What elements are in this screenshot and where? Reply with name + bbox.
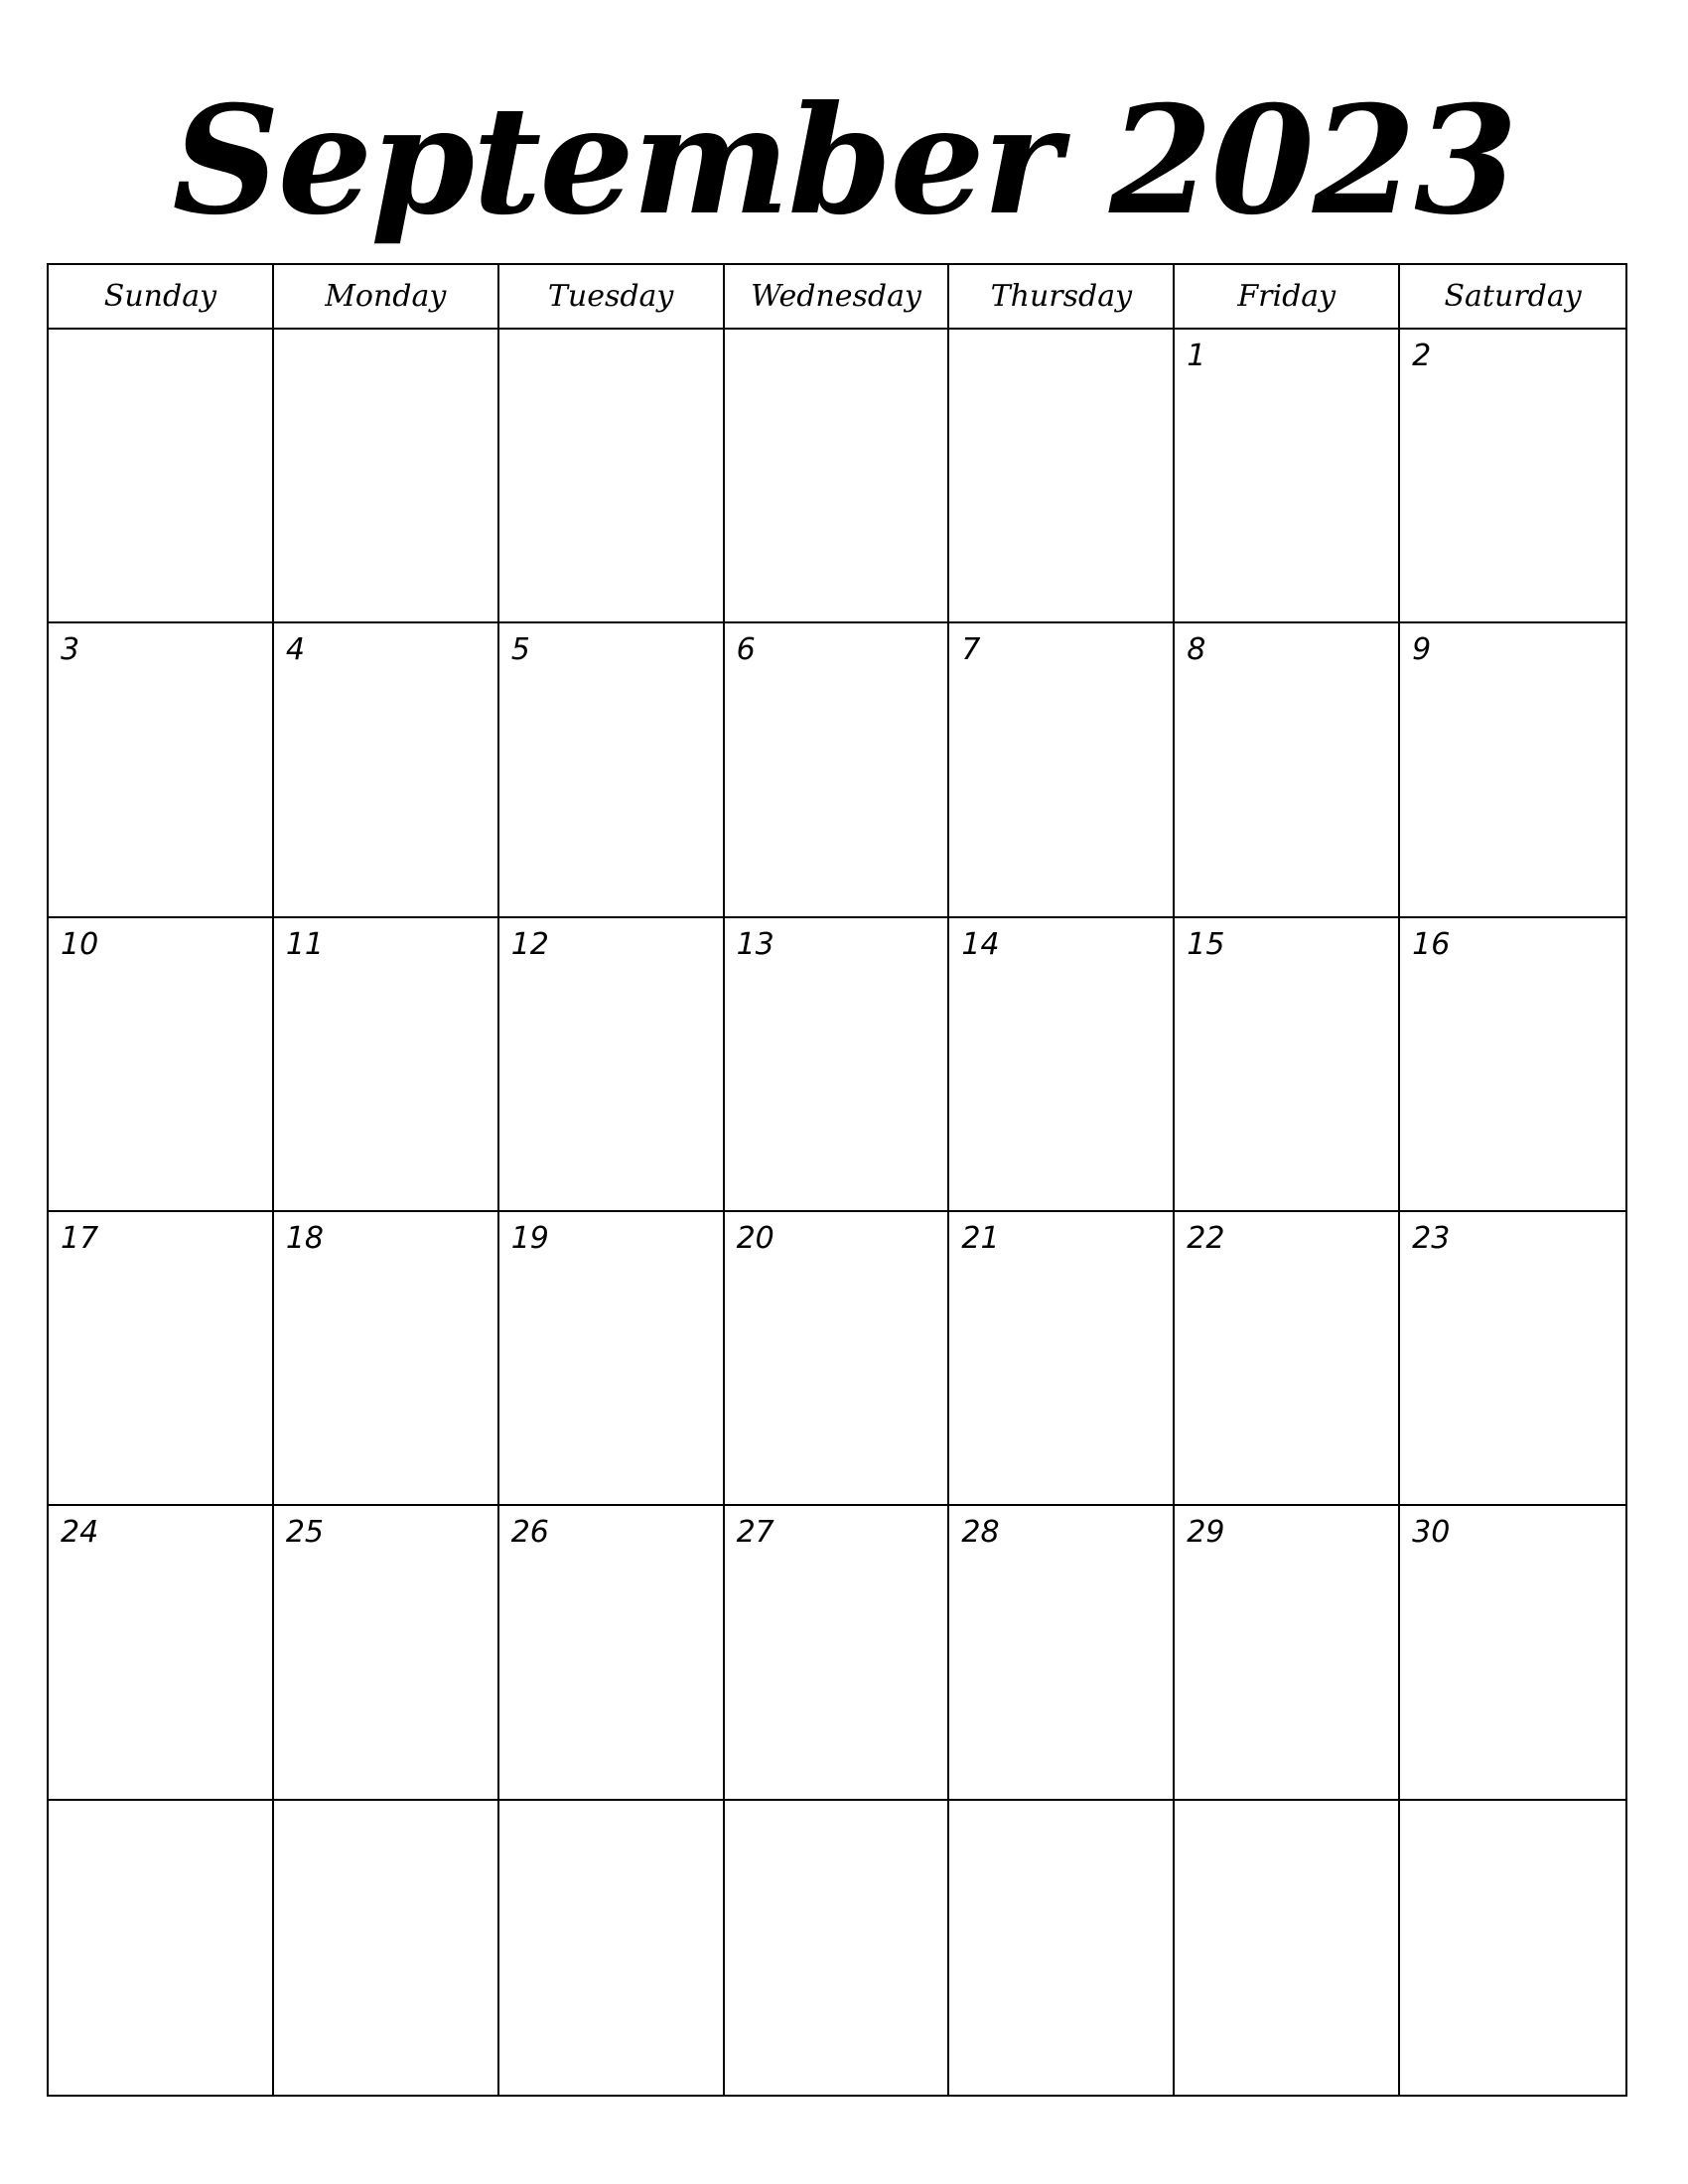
day-cell bbox=[1175, 918, 1400, 1212]
calendar-grid bbox=[47, 263, 1627, 2097]
day-number: 22 bbox=[1187, 1221, 1225, 1256]
day-number: 15 bbox=[1187, 926, 1225, 962]
day-cell bbox=[49, 330, 274, 623]
day-number: 25 bbox=[285, 1515, 325, 1551]
day-number: 20 bbox=[736, 1221, 774, 1256]
day-number: 17 bbox=[61, 1221, 99, 1256]
day-number: 9 bbox=[1412, 632, 1432, 668]
day-cell bbox=[499, 330, 725, 623]
day-number: 24 bbox=[61, 1515, 99, 1551]
day-cell bbox=[1175, 1212, 1400, 1506]
day-cell bbox=[1400, 1506, 1625, 1800]
calendar-title: September 2023 bbox=[172, 73, 1516, 248]
weekday-header-friday: Friday bbox=[1175, 265, 1400, 330]
day-cell bbox=[1175, 330, 1400, 623]
day-cell bbox=[1175, 1506, 1400, 1800]
day-cell bbox=[725, 623, 950, 917]
day-number: 11 bbox=[285, 926, 325, 962]
day-number: 28 bbox=[961, 1515, 1000, 1551]
day-cell bbox=[274, 1801, 499, 2095]
day-cell bbox=[1400, 623, 1625, 917]
day-number: 19 bbox=[510, 1221, 549, 1256]
day-cell bbox=[725, 918, 950, 1212]
day-cell bbox=[949, 1506, 1175, 1800]
day-number: 5 bbox=[510, 632, 530, 668]
day-number: 26 bbox=[510, 1515, 549, 1551]
day-number: 30 bbox=[1412, 1515, 1451, 1551]
day-number: 12 bbox=[510, 926, 549, 962]
day-cell bbox=[274, 623, 499, 917]
day-number: 14 bbox=[961, 926, 1000, 962]
day-cell bbox=[949, 1212, 1175, 1506]
day-cell bbox=[725, 330, 950, 623]
day-cell bbox=[949, 330, 1175, 623]
day-cell bbox=[725, 1801, 950, 2095]
day-cell bbox=[49, 918, 274, 1212]
day-cell bbox=[1400, 918, 1625, 1212]
day-cell bbox=[499, 918, 725, 1212]
day-cell bbox=[499, 623, 725, 917]
day-cell bbox=[1400, 1212, 1625, 1506]
day-number: 8 bbox=[1187, 632, 1206, 668]
weekday-header-saturday: Saturday bbox=[1400, 265, 1625, 330]
day-cell bbox=[274, 918, 499, 1212]
day-number: 4 bbox=[285, 632, 305, 668]
day-cell bbox=[1400, 330, 1625, 623]
day-number: 10 bbox=[61, 926, 99, 962]
day-cell bbox=[949, 623, 1175, 917]
day-cell bbox=[499, 1801, 725, 2095]
day-number: 6 bbox=[736, 632, 756, 668]
day-cell bbox=[49, 1801, 274, 2095]
day-cell bbox=[49, 1506, 274, 1800]
day-number: 21 bbox=[961, 1221, 1000, 1256]
day-number: 27 bbox=[736, 1515, 774, 1551]
day-cell bbox=[949, 918, 1175, 1212]
day-number: 23 bbox=[1412, 1221, 1451, 1256]
weekday-header-thursday: Thursday bbox=[949, 265, 1175, 330]
day-cell bbox=[49, 623, 274, 917]
weekday-header-wednesday: Wednesday bbox=[725, 265, 950, 330]
weekday-header-monday: Monday bbox=[274, 265, 499, 330]
day-cell bbox=[949, 1801, 1175, 2095]
day-cell bbox=[1400, 1801, 1625, 2095]
day-cell bbox=[49, 1212, 274, 1506]
day-number: 29 bbox=[1187, 1515, 1225, 1551]
day-cell bbox=[499, 1212, 725, 1506]
weekday-header-sunday: Sunday bbox=[49, 265, 274, 330]
day-cell bbox=[725, 1212, 950, 1506]
day-number: 18 bbox=[285, 1221, 325, 1256]
day-cell bbox=[1175, 1801, 1400, 2095]
day-cell bbox=[1175, 623, 1400, 917]
day-cell bbox=[274, 1506, 499, 1800]
day-number: 7 bbox=[961, 632, 981, 668]
day-number: 2 bbox=[1412, 339, 1432, 373]
day-cell bbox=[725, 1506, 950, 1800]
day-number: 3 bbox=[61, 632, 80, 668]
day-cell bbox=[274, 1212, 499, 1506]
day-number: 16 bbox=[1412, 926, 1451, 962]
day-cell bbox=[274, 330, 499, 623]
day-number: 1 bbox=[1187, 339, 1206, 373]
weekday-header-tuesday: Tuesday bbox=[499, 265, 725, 330]
day-number: 13 bbox=[736, 926, 774, 962]
day-cell bbox=[499, 1506, 725, 1800]
